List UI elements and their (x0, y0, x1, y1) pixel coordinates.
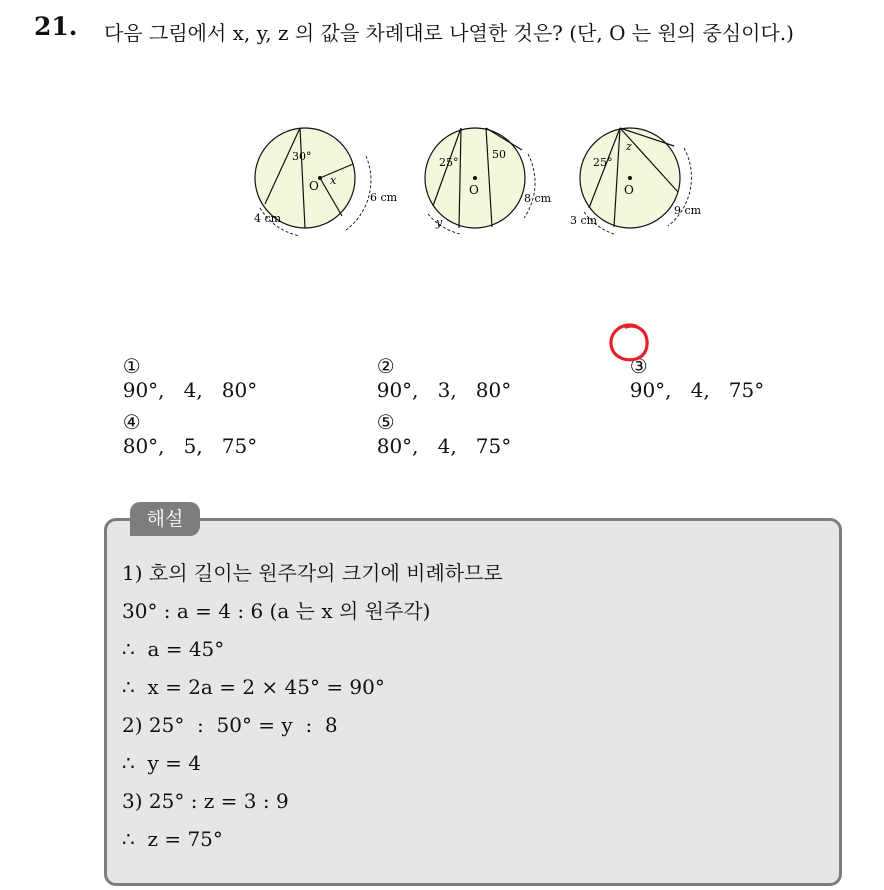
solution-line-5: 2) 25° : 50° = y : 8 (122, 713, 338, 737)
question-text: 다음 그림에서 x, y, z 의 값을 차례대로 나열한 것은? (단, O 는 원의 중심이다.) (104, 21, 794, 45)
figure-1-center: O (309, 179, 319, 193)
figure-1 (254, 128, 398, 236)
figure-2-center: O (469, 183, 479, 197)
figure-1-arc-right: 6 cm (370, 191, 398, 204)
solution-line-8: ∴ z = 75° (122, 827, 223, 851)
solution-line-6: ∴ y = 4 (122, 751, 201, 775)
solution-line-4: ∴ x = 2a = 2 × 45° = 90° (122, 675, 385, 699)
choice-4[interactable] (110, 386, 257, 458)
circle-figures (250, 122, 720, 252)
figure-3-z: z (626, 140, 632, 153)
choice-3-text: 90°, 4, 75° (629, 378, 765, 402)
figure-2 (425, 128, 552, 234)
figure-3 (570, 128, 702, 234)
choice-5-number: ⑤ (376, 410, 395, 434)
choice-4-number: ④ (122, 410, 141, 434)
figure-2-arc-right: 8 cm (524, 192, 552, 205)
choice-5-text: 80°, 4, 75° (376, 434, 512, 458)
answer-circle-mark (606, 320, 652, 366)
figure-3-center: O (624, 183, 634, 197)
choice-1-text: 90°, 4, 80° (122, 378, 258, 402)
question-number: 21. (34, 12, 78, 41)
figure-1-angle: 30° (292, 150, 312, 163)
solution-lines (122, 554, 503, 858)
figure-2-angle-b: 50 (492, 148, 506, 161)
choice-2-number: ② (376, 354, 395, 378)
choice-3-number: ③ (629, 354, 648, 378)
figure-1-arc-left: 4 cm (254, 212, 282, 225)
choice-4-text: 80°, 5, 75° (122, 434, 258, 458)
solution-line-3: ∴ a = 45° (122, 637, 225, 661)
solution-line-7: 3) 25° : z = 3 : 9 (122, 789, 289, 813)
choice-5[interactable] (364, 386, 511, 458)
solution-label: 해설 (130, 502, 200, 536)
figure-3-arc-left: 3 cm (570, 214, 598, 227)
figure-3-arc-right: 9 cm (674, 204, 702, 217)
figure-3-angle-a: 25° (593, 156, 613, 169)
choice-2-text: 90°, 3, 80° (376, 378, 512, 402)
figure-2-y: y (436, 216, 443, 229)
solution-line-2: 30° : a = 4 : 6 (a 는 x 의 원주각) (122, 599, 431, 623)
solution-line-1: 1) 호의 길이는 원주각의 크기에 비례하므로 (122, 561, 503, 585)
choice-1-number: ① (122, 354, 141, 378)
figure-2-angle-a: 25° (439, 156, 459, 169)
figure-1-x: x (330, 174, 337, 187)
